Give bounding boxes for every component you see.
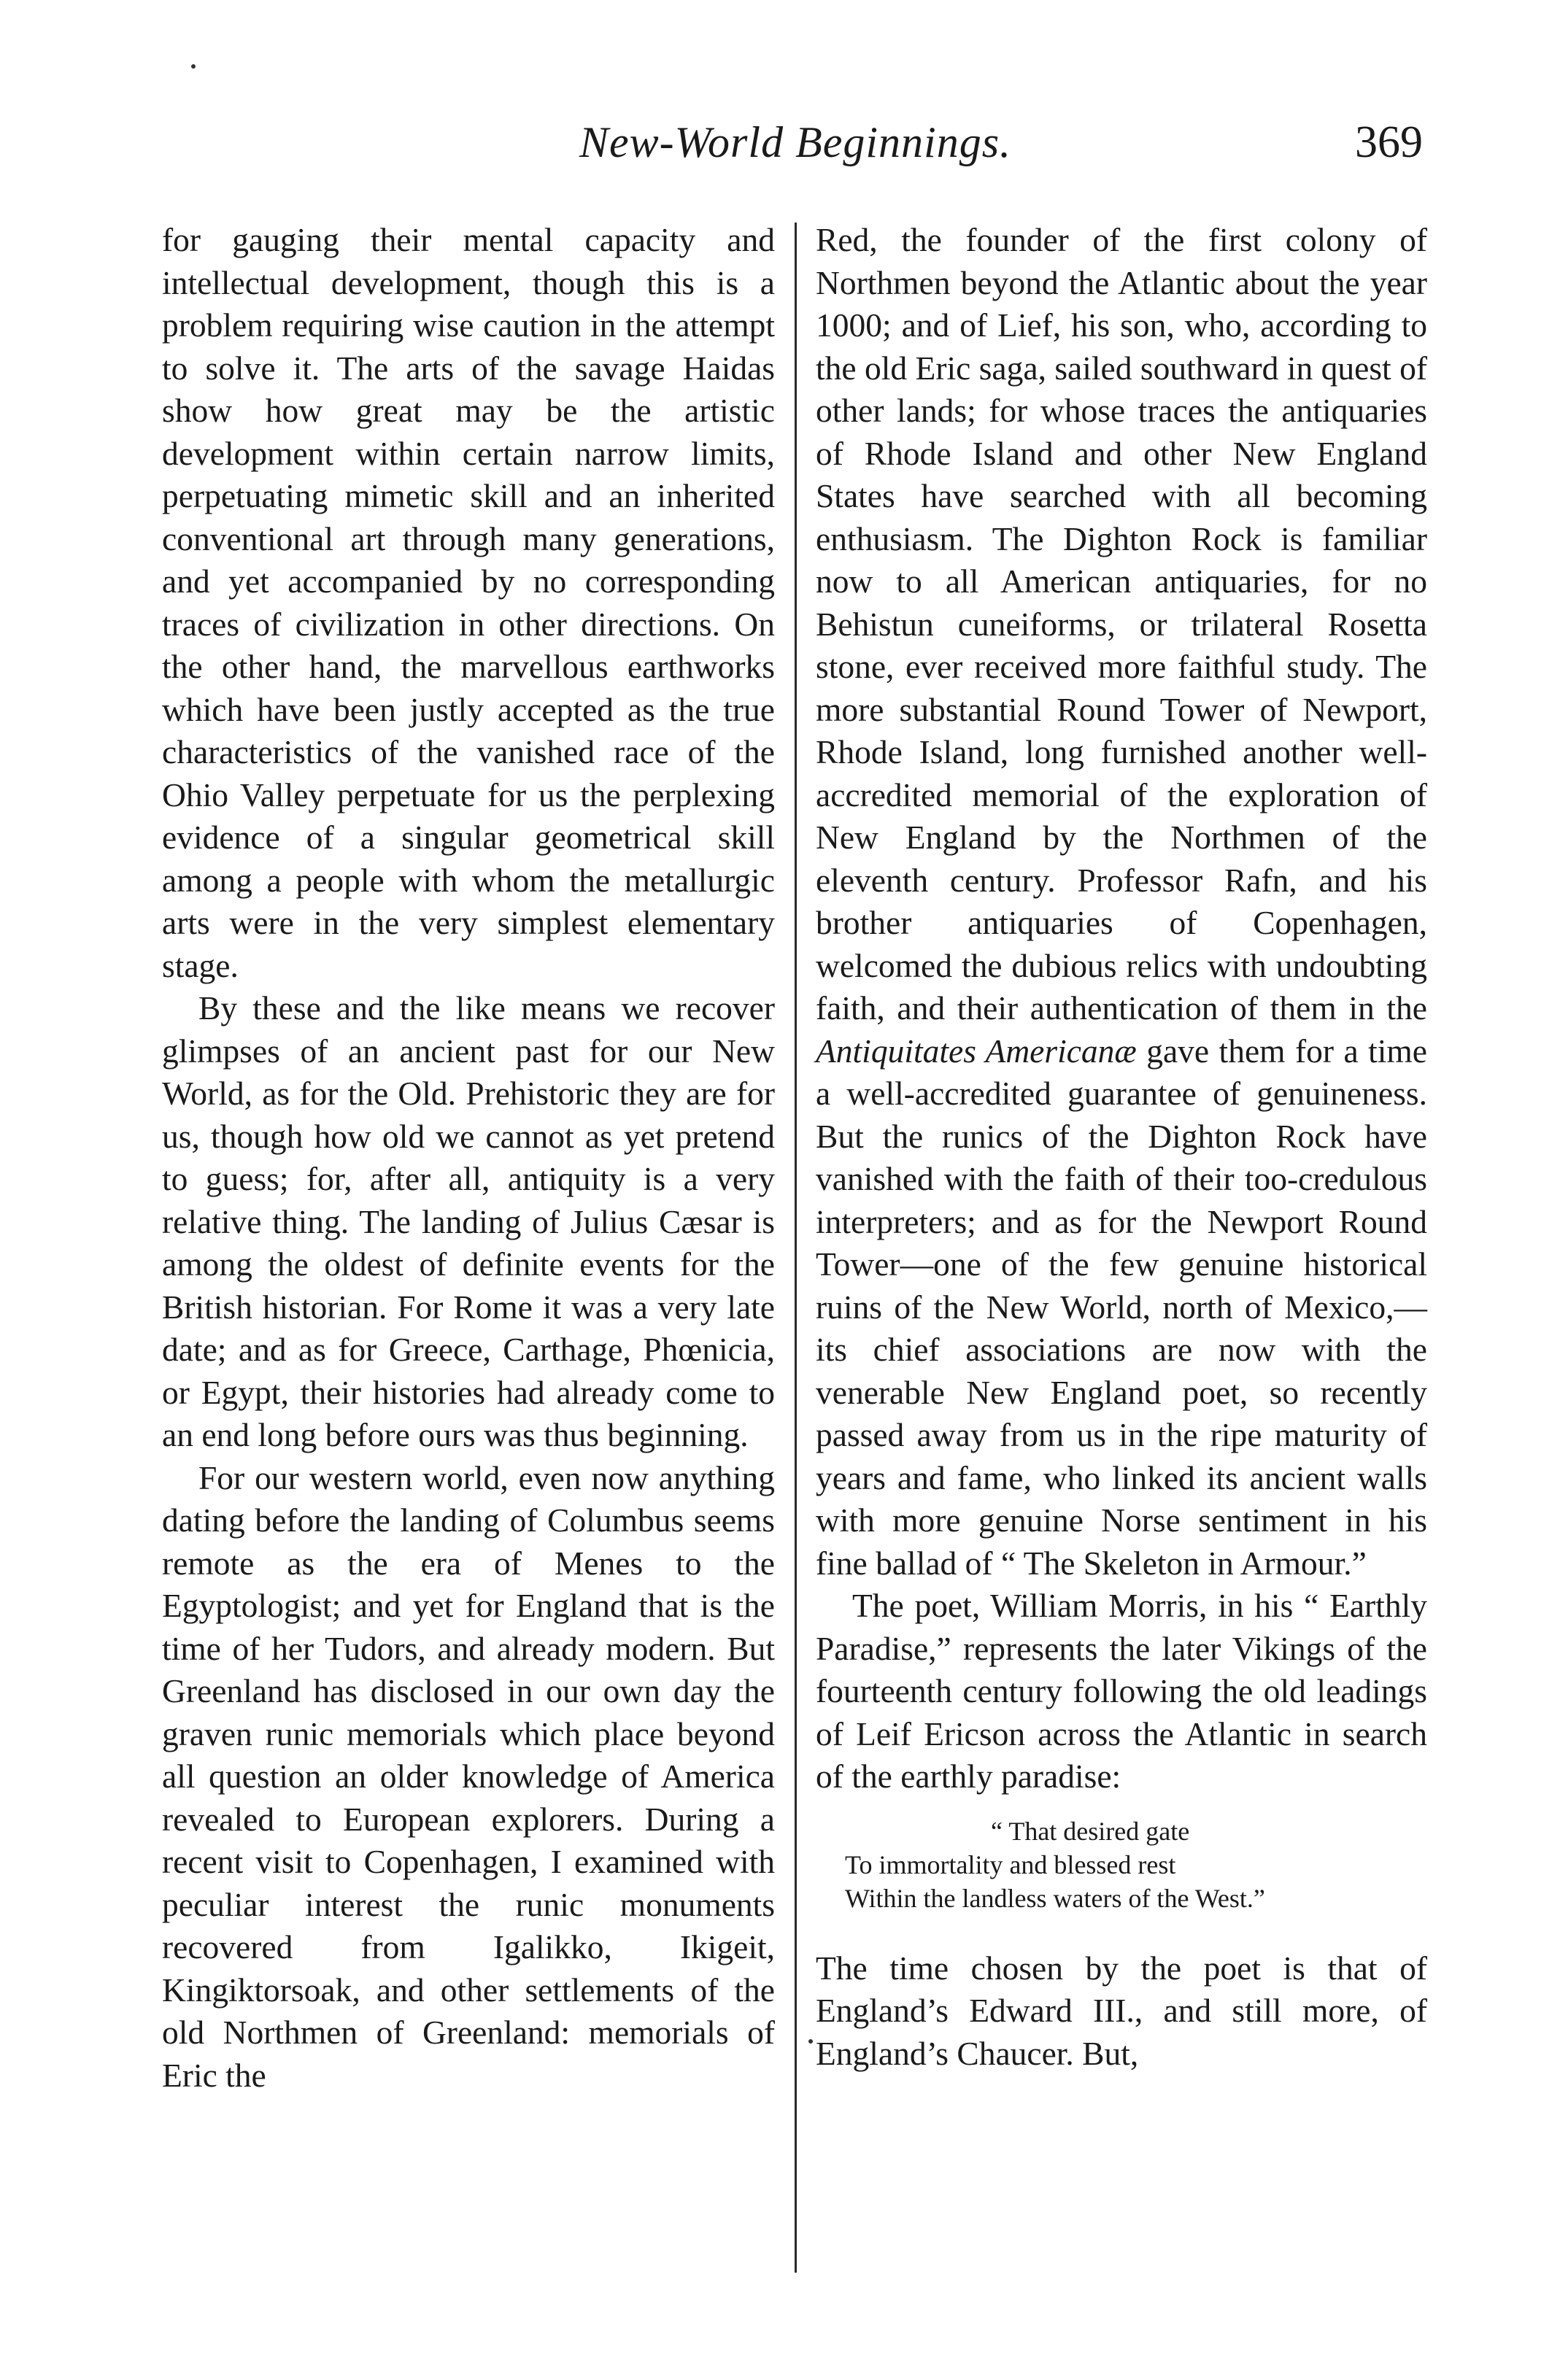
paragraph: The time chosen by the poet is that of England’s Edward III., and still more, of England’s Chaucer. But, <box>816 1949 1427 2072</box>
paragraph: By these and the like means we recover glimpses of an ancient past for our New World, as for the Old. Prehistoric they are for us, though how old we cannot as yet pretend to guess; for, after all, antiquity is a very relative thing. The landing of Julius Cæsar is among the oldest of definite events for the British historian. For Rome it was a very late date; and as for Greece, Carthage, Phœnicia, or Egypt, their histories had already come to an end long before ours was thus beginning. <box>162 989 775 1453</box>
book-title-italic: Antiquitates Americanæ <box>816 1032 1137 1070</box>
paragraph <box>816 219 1427 1585</box>
page-number: 369 <box>1355 117 1423 167</box>
paragraph: The poet, William Morris, in his “ Earthly Paradise,” represents the later Vikings of the fourteenth century following the old leadings of Leif Ericson across the Atlantic in search of the earthly paradise: <box>816 1587 1427 1795</box>
stray-mark <box>808 2039 813 2044</box>
right-column <box>816 219 1427 2075</box>
verse-quotation <box>816 1814 1427 1915</box>
paragraph: for gauging their mental capacity and intellectual development, though this is a problem requiring wise caution in the attempt to solve it. The arts of the savage Haidas show how great may be the artistic development within certain narrow limits, perpetuating mimetic skill and an inherited conventional art through many generations, and yet accompanied by no corresponding traces of civilization in other directions. On the other hand, the marvellous earthworks which have been justly accepted as the true characteristics of the vanished race of the Ohio Valley perpetuate for us the perplexing evidence of a singular geometrical skill among a people with whom the metallurgic arts were in the very simplest elementary stage. <box>162 221 775 984</box>
verse-line: To immortality and blessed rest <box>845 1849 1176 1879</box>
paragraph-text: Red, the founder of the first colony of Northmen beyond the Atlantic about the year 1000; and of Lief, his son, who, according to the old Eric saga, sailed southward in quest of other lands; for whose traces the antiquaries of Rhode Island and other New England States have searched with all becoming enthusiasm. The Dighton Rock is familiar now to all American antiquaries, for no Behistun cuneiforms, or trilateral Rosetta stone, ever received more faithful study. The more substantial Round Tower of Newport, Rhode Island, long furnished another well-accredited memorial of the exploration of New England by the Northmen of the eleventh century. Professor Rafn, and his brother antiquaries of Copenhagen, welcomed the dubious relics with undoubting faith, and their authentication of them in the <box>816 221 1427 1027</box>
page-header <box>168 109 1423 175</box>
verse-line: Within the landless waters of the West.” <box>845 1883 1265 1913</box>
verse-line: “ That desired gate <box>991 1816 1190 1846</box>
paragraph-text: gave them for a time a well-accredited guarantee of genuineness. But the runics of the Dighton Rock have vanished with the faith of their too-credulous interpreters; and as for the Newport Round Tower—one of the few genuine historical ruins of the New World, north of Mexico,—its chief associations are now with the venerable New England poet, so recently passed away from us in the ripe maturity of years and fame, who linked its ancient walls with more genuine Norse sentiment in his fine ballad of “ The Skeleton in Armour.” <box>816 1032 1427 1582</box>
paragraph: For our western world, even now anything dating before the landing of Columbus seems remote as the era of Menes to the Egyptologist; and yet for England that is the time of her Tudors, and already modern. But Greenland has disclosed in our own day the graven runic memorials which place beyond all question an older knowledge of America revealed to European explorers. During a recent visit to Copenhagen, I examined with peculiar interest the runic monuments recovered from Igalikko, Ikigeit, Kingiktorsoak, and other settlements of the old Northmen of Greenland: memorials of Eric the <box>162 1458 775 2094</box>
column-divider <box>795 223 797 2273</box>
left-column <box>162 219 775 2097</box>
running-head: New-World Beginnings. <box>579 118 1012 166</box>
stray-mark <box>191 64 196 69</box>
